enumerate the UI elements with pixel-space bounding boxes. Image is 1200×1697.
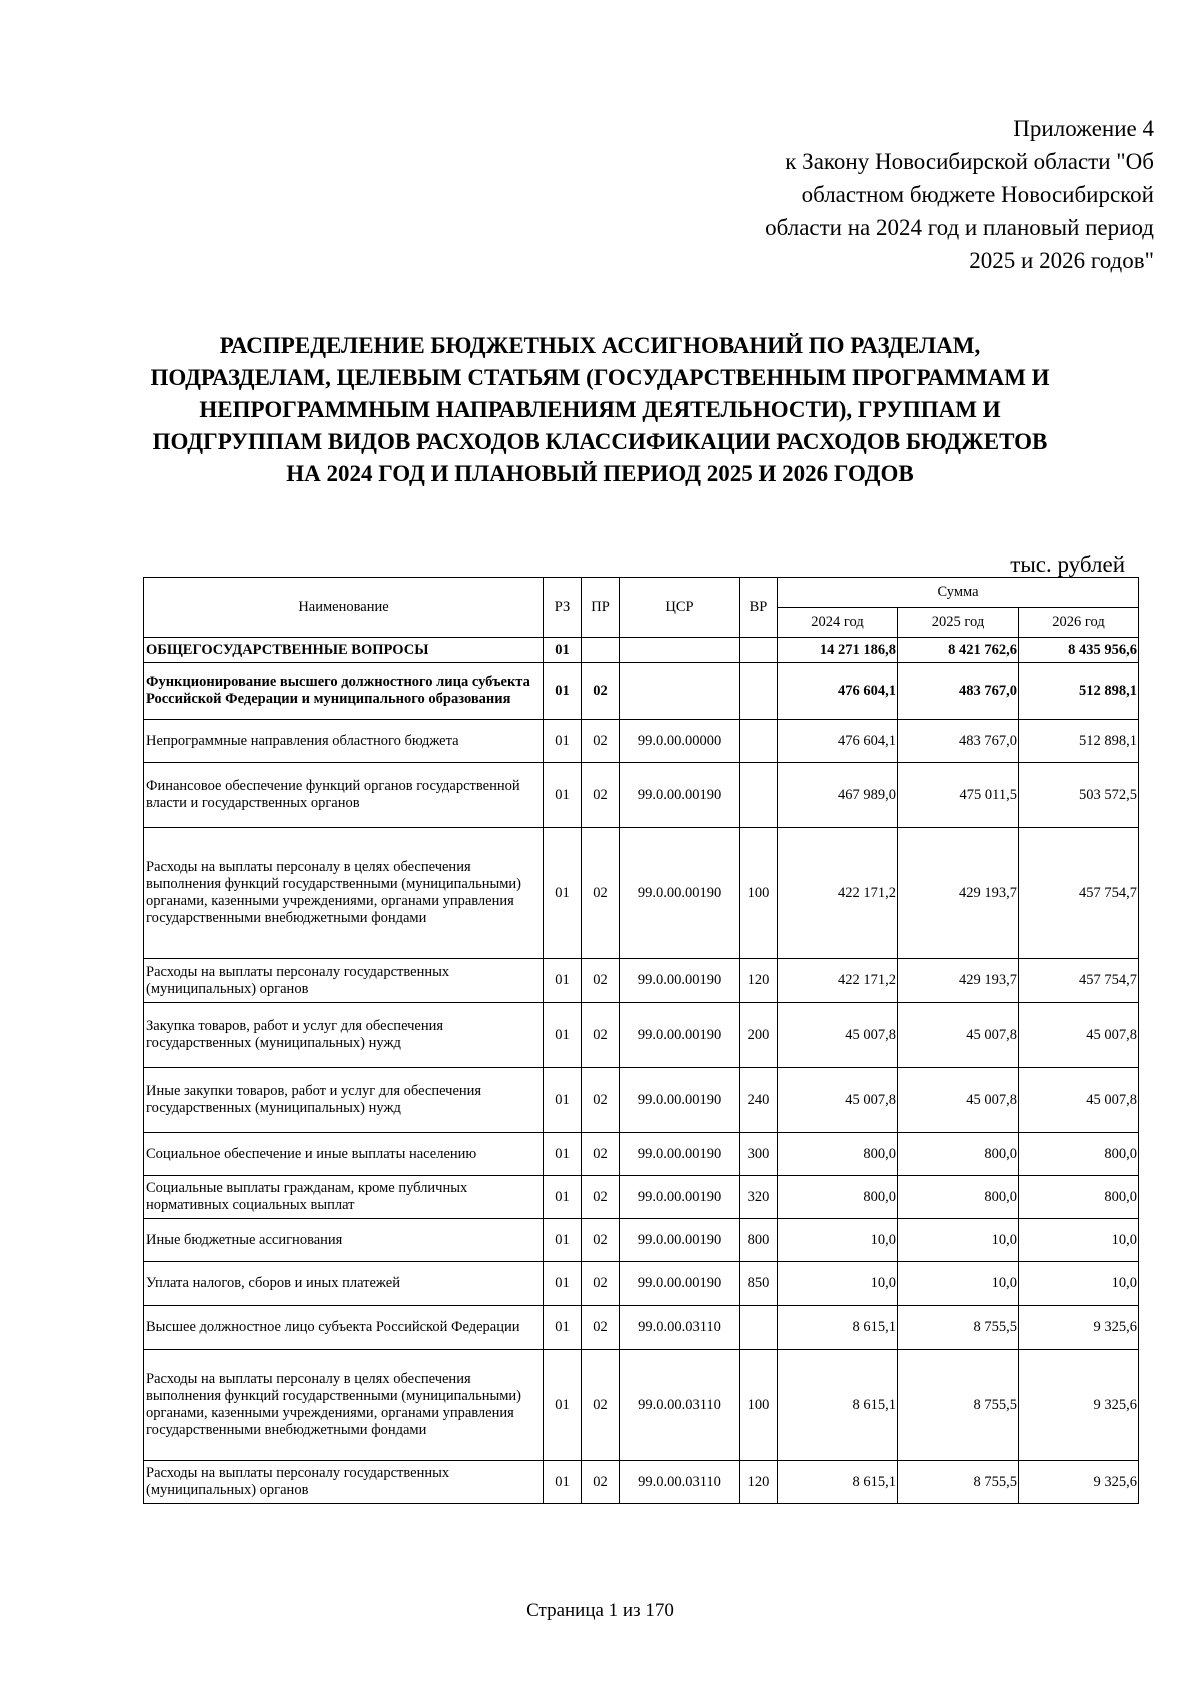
table-row	[144, 828, 1139, 959]
cell-rz: 01	[544, 1306, 582, 1350]
cell-vr: 100	[740, 828, 778, 959]
cell-amount-2024: 800,0	[778, 1176, 898, 1219]
table-row	[144, 1219, 1139, 1262]
cell-amount-2025: 8 755,5	[898, 1306, 1019, 1350]
cell-rz: 01	[544, 638, 582, 663]
title-line: ПОДРАЗДЕЛАМ, ЦЕЛЕВЫМ СТАТЬЯМ (ГОСУДАРСТВЕННЫМ ПРОГРАММАМ И	[150, 365, 1050, 390]
appendix-line: Приложение 4	[1013, 116, 1154, 141]
cell-pr	[582, 638, 620, 663]
cell-name: Уплата налогов, сборов и иных платежей	[144, 1262, 544, 1306]
cell-pr: 02	[582, 1306, 620, 1350]
cell-amount-2024: 8 615,1	[778, 1350, 898, 1461]
cell-vr: 100	[740, 1350, 778, 1461]
cell-rz: 01	[544, 1350, 582, 1461]
title-line: РАСПРЕДЕЛЕНИЕ БЮДЖЕТНЫХ АССИГНОВАНИЙ ПО РАЗДЕЛАМ,	[219, 333, 981, 358]
cell-name: Непрограммные направления областного бюджета	[144, 720, 544, 763]
cell-amount-2024: 8 615,1	[778, 1306, 898, 1350]
table-row	[144, 959, 1139, 1003]
cell-amount-2026: 9 325,6	[1019, 1350, 1139, 1461]
cell-csr: 99.0.00.03110	[620, 1306, 740, 1350]
cell-pr: 02	[582, 1176, 620, 1219]
header-year-2024: 2024 год	[778, 608, 898, 638]
table-row	[144, 763, 1139, 828]
title-line: НА 2024 ГОД И ПЛАНОВЫЙ ПЕРИОД 2025 И 2026 ГОДОВ	[286, 461, 914, 486]
cell-pr: 02	[582, 1219, 620, 1262]
cell-rz: 01	[544, 1133, 582, 1176]
table-row	[144, 1133, 1139, 1176]
cell-amount-2026: 8 435 956,6	[1019, 638, 1139, 663]
cell-pr: 02	[582, 763, 620, 828]
appendix-note	[614, 112, 1154, 277]
cell-name: Финансовое обеспечение функций органов государственной власти и государственных органов	[144, 763, 544, 828]
cell-amount-2026: 9 325,6	[1019, 1461, 1139, 1504]
cell-rz: 01	[544, 828, 582, 959]
header-name: Наименование	[144, 578, 544, 638]
cell-name: Высшее должностное лицо субъекта Российской Федерации	[144, 1306, 544, 1350]
cell-vr: 850	[740, 1262, 778, 1306]
cell-name: Расходы на выплаты персоналу государственных (муниципальных) органов	[144, 1461, 544, 1504]
cell-csr: 99.0.00.00190	[620, 763, 740, 828]
cell-amount-2025: 8 755,5	[898, 1350, 1019, 1461]
cell-csr: 99.0.00.00190	[620, 1262, 740, 1306]
cell-amount-2025: 45 007,8	[898, 1068, 1019, 1133]
cell-name: Расходы на выплаты персоналу в целях обеспечения выполнения функций государственными (муниципальными) органами, казенными учреждениями, органами управления государственными внебюджетными фондами	[144, 1350, 544, 1461]
cell-vr: 300	[740, 1133, 778, 1176]
cell-amount-2026: 45 007,8	[1019, 1068, 1139, 1133]
header-sum: Сумма	[778, 578, 1139, 608]
cell-amount-2026: 512 898,1	[1019, 720, 1139, 763]
title-line: НЕПРОГРАММНЫМ НАПРАВЛЕНИЯМ ДЕЯТЕЛЬНОСТИ), ГРУППАМ И	[199, 397, 1001, 422]
cell-csr: 99.0.00.00000	[620, 720, 740, 763]
cell-amount-2025: 483 767,0	[898, 720, 1019, 763]
budget-table	[143, 577, 1139, 1504]
cell-name: Закупка товаров, работ и услуг для обеспечения государственных (муниципальных) нужд	[144, 1003, 544, 1068]
header-pr: ПР	[582, 578, 620, 638]
table-row	[144, 1350, 1139, 1461]
cell-rz: 01	[544, 720, 582, 763]
table-row	[144, 1461, 1139, 1504]
cell-amount-2024: 467 989,0	[778, 763, 898, 828]
table-row	[144, 1176, 1139, 1219]
cell-amount-2026: 457 754,7	[1019, 828, 1139, 959]
header-year-2026: 2026 год	[1019, 608, 1139, 638]
cell-amount-2024: 800,0	[778, 1133, 898, 1176]
cell-vr: 200	[740, 1003, 778, 1068]
cell-amount-2026: 45 007,8	[1019, 1003, 1139, 1068]
cell-amount-2024: 422 171,2	[778, 828, 898, 959]
cell-pr: 02	[582, 1262, 620, 1306]
cell-csr: 99.0.00.00190	[620, 1068, 740, 1133]
table-row	[144, 663, 1139, 720]
appendix-line: областном бюджете Новосибирской	[801, 182, 1154, 207]
cell-amount-2025: 429 193,7	[898, 828, 1019, 959]
appendix-line: к Закону Новосибирской области "Об	[785, 149, 1154, 174]
cell-vr	[740, 638, 778, 663]
cell-amount-2025: 800,0	[898, 1133, 1019, 1176]
cell-amount-2025: 10,0	[898, 1262, 1019, 1306]
cell-amount-2026: 503 572,5	[1019, 763, 1139, 828]
cell-pr: 02	[582, 663, 620, 720]
header-csr: ЦСР	[620, 578, 740, 638]
cell-rz: 01	[544, 1262, 582, 1306]
table-row	[144, 1068, 1139, 1133]
cell-vr	[740, 663, 778, 720]
cell-amount-2024: 10,0	[778, 1262, 898, 1306]
cell-amount-2026: 800,0	[1019, 1133, 1139, 1176]
cell-amount-2024: 14 271 186,8	[778, 638, 898, 663]
cell-amount-2025: 8 755,5	[898, 1461, 1019, 1504]
cell-name: Расходы на выплаты персоналу в целях обеспечения выполнения функций государственными (муниципальными) органами, казенными учреждениями, органами управления государственными внебюджетными фондами	[144, 828, 544, 959]
cell-name: Иные закупки товаров, работ и услуг для обеспечения государственных (муниципальных) нужд	[144, 1068, 544, 1133]
cell-amount-2025: 800,0	[898, 1176, 1019, 1219]
cell-vr	[740, 720, 778, 763]
table-row	[144, 638, 1139, 663]
cell-vr: 800	[740, 1219, 778, 1262]
cell-rz: 01	[544, 1003, 582, 1068]
cell-vr: 120	[740, 1461, 778, 1504]
cell-name: ОБЩЕГОСУДАРСТВЕННЫЕ ВОПРОСЫ	[144, 638, 544, 663]
cell-csr: 99.0.00.00190	[620, 1176, 740, 1219]
cell-rz: 01	[544, 763, 582, 828]
cell-vr: 120	[740, 959, 778, 1003]
units-label: тыс. рублей	[1010, 552, 1125, 577]
cell-amount-2024: 45 007,8	[778, 1068, 898, 1133]
cell-pr: 02	[582, 1461, 620, 1504]
header-vr: ВР	[740, 578, 778, 638]
cell-amount-2026: 10,0	[1019, 1262, 1139, 1306]
cell-pr: 02	[582, 1350, 620, 1461]
header-rz: РЗ	[544, 578, 582, 638]
table-row	[144, 1306, 1139, 1350]
cell-name: Функционирование высшего должностного лица субъекта Российской Федерации и муниципального образования	[144, 663, 544, 720]
cell-amount-2026: 457 754,7	[1019, 959, 1139, 1003]
cell-csr: 99.0.00.00190	[620, 959, 740, 1003]
cell-pr: 02	[582, 1133, 620, 1176]
cell-amount-2025: 45 007,8	[898, 1003, 1019, 1068]
cell-amount-2024: 10,0	[778, 1219, 898, 1262]
cell-vr	[740, 763, 778, 828]
cell-rz: 01	[544, 1461, 582, 1504]
cell-rz: 01	[544, 1219, 582, 1262]
cell-amount-2024: 422 171,2	[778, 959, 898, 1003]
cell-amount-2025: 429 193,7	[898, 959, 1019, 1003]
cell-amount-2024: 8 615,1	[778, 1461, 898, 1504]
cell-pr: 02	[582, 1003, 620, 1068]
cell-csr: 99.0.00.00190	[620, 1133, 740, 1176]
header-year-2025: 2025 год	[898, 608, 1019, 638]
table-row	[144, 720, 1139, 763]
document-title	[120, 330, 1080, 490]
cell-rz: 01	[544, 1176, 582, 1219]
cell-vr: 320	[740, 1176, 778, 1219]
budget-table-body	[144, 638, 1139, 1504]
cell-pr: 02	[582, 959, 620, 1003]
title-line: ПОДГРУППАМ ВИДОВ РАСХОДОВ КЛАССИФИКАЦИИ РАСХОДОВ БЮДЖЕТОВ	[152, 429, 1048, 454]
cell-amount-2026: 10,0	[1019, 1219, 1139, 1262]
cell-vr	[740, 1306, 778, 1350]
cell-csr: 99.0.00.00190	[620, 828, 740, 959]
cell-csr	[620, 638, 740, 663]
cell-csr: 99.0.00.00190	[620, 1219, 740, 1262]
appendix-line: области на 2024 год и плановый период	[765, 215, 1154, 240]
cell-rz: 01	[544, 959, 582, 1003]
cell-name: Расходы на выплаты персоналу государственных (муниципальных) органов	[144, 959, 544, 1003]
table-row	[144, 1003, 1139, 1068]
cell-amount-2024: 476 604,1	[778, 720, 898, 763]
cell-amount-2025: 483 767,0	[898, 663, 1019, 720]
cell-amount-2025: 8 421 762,6	[898, 638, 1019, 663]
cell-csr: 99.0.00.00190	[620, 1003, 740, 1068]
table-row	[144, 1262, 1139, 1306]
page-footer: Страница 1 из 170	[526, 1600, 674, 1621]
cell-amount-2026: 512 898,1	[1019, 663, 1139, 720]
cell-csr	[620, 663, 740, 720]
cell-amount-2025: 475 011,5	[898, 763, 1019, 828]
cell-amount-2026: 800,0	[1019, 1176, 1139, 1219]
cell-amount-2024: 45 007,8	[778, 1003, 898, 1068]
cell-amount-2025: 10,0	[898, 1219, 1019, 1262]
cell-pr: 02	[582, 1068, 620, 1133]
cell-name: Социальные выплаты гражданам, кроме публичных нормативных социальных выплат	[144, 1176, 544, 1219]
cell-csr: 99.0.00.03110	[620, 1350, 740, 1461]
cell-amount-2024: 476 604,1	[778, 663, 898, 720]
cell-rz: 01	[544, 1068, 582, 1133]
cell-csr: 99.0.00.03110	[620, 1461, 740, 1504]
cell-rz: 01	[544, 663, 582, 720]
cell-pr: 02	[582, 720, 620, 763]
cell-vr: 240	[740, 1068, 778, 1133]
cell-name: Иные бюджетные ассигнования	[144, 1219, 544, 1262]
cell-name: Социальное обеспечение и иные выплаты населению	[144, 1133, 544, 1176]
appendix-line: 2025 и 2026 годов"	[969, 248, 1154, 273]
cell-pr: 02	[582, 828, 620, 959]
cell-amount-2026: 9 325,6	[1019, 1306, 1139, 1350]
